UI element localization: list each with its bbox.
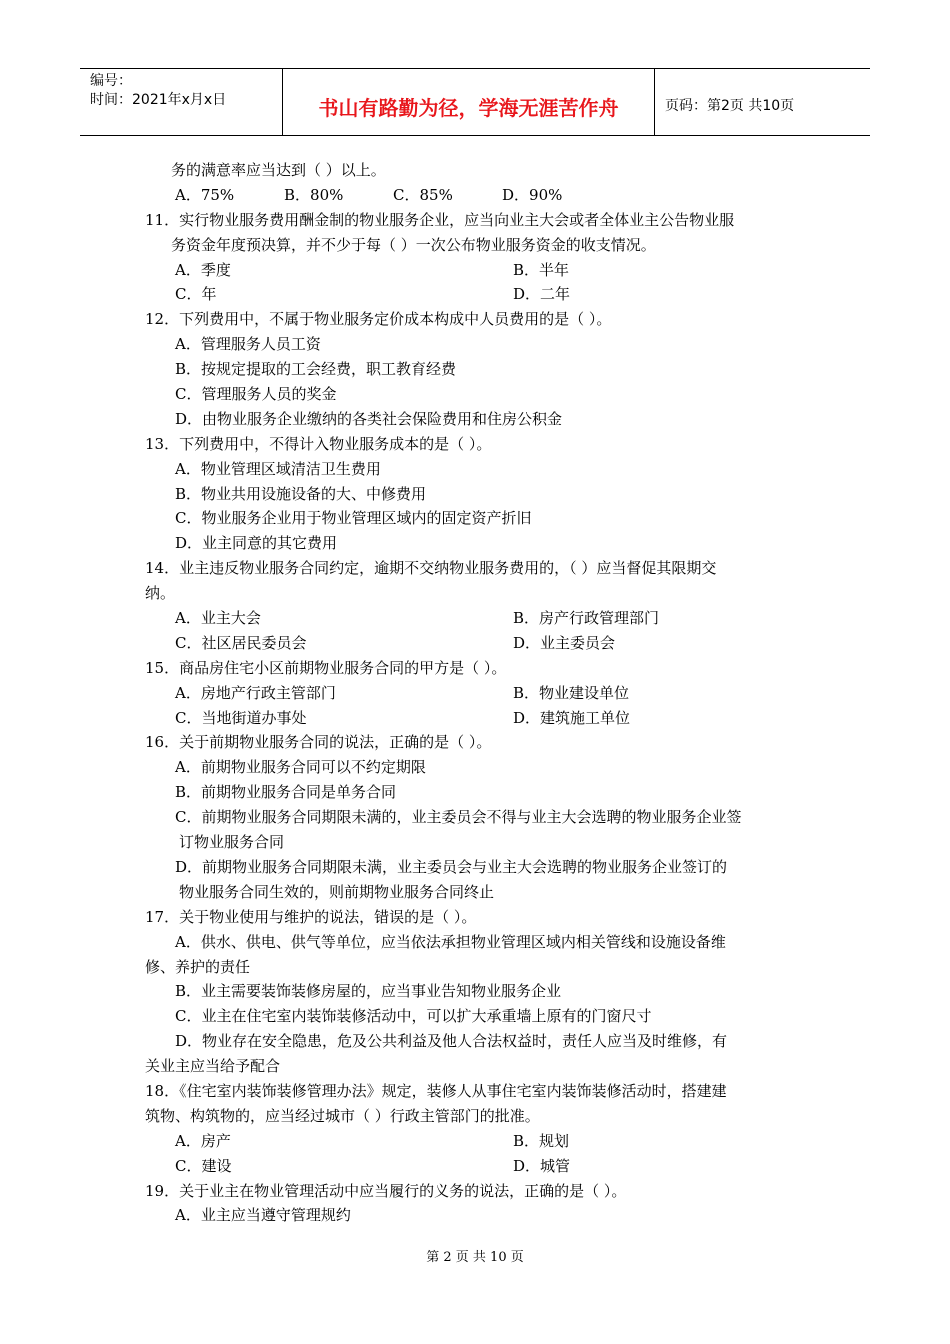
option-d-cont: 物业服务合同生效的，则前期物业服务合同终止: [179, 882, 495, 901]
option-c-cont: 订物业服务合同: [179, 833, 285, 852]
option-d: D．二年: [513, 285, 571, 304]
question-18-cont: 筑物、构筑物的，应当经过城市（ ）行政主管部门的批准。: [145, 1106, 540, 1125]
option-b: B．业主需要装饰装修房屋的，应当事业告知物业服务企业: [175, 982, 562, 1001]
options-row: [145, 631, 815, 656]
option-d: D．城管: [513, 1156, 571, 1175]
option-c: C．年: [175, 285, 217, 304]
option-c: C．社区居民委员会: [175, 633, 307, 652]
page-header: [80, 68, 870, 136]
option-d-cont: 关业主应当给予配合: [145, 1057, 281, 1076]
exam-content: [145, 158, 815, 1228]
option-a: A．供水、供电、供气等单位，应当依法承担物业管理区域内相关管线和设施设备维: [175, 932, 726, 951]
option-d: D．建筑施工单位: [513, 708, 631, 727]
option-b: B．房产行政管理部门: [513, 609, 660, 628]
question-16: 16．关于前期物业服务合同的说法，正确的是（ ）。: [145, 733, 492, 752]
header-page-cell: [655, 69, 870, 135]
option-b: B．半年: [513, 260, 570, 279]
motto-text: 书山有路勤为径，学海无涯苦作舟: [318, 96, 619, 120]
options-row: [145, 681, 815, 706]
option-c: C．管理服务人员的奖金: [175, 385, 337, 404]
question-11: 11．实行物业服务费用酬金制的物业服务企业，应当向业主大会或者全体业主公告物业服: [145, 210, 735, 229]
time-label: 时间：2021年x月x日: [90, 92, 227, 108]
option-b: B．物业建设单位: [513, 683, 630, 702]
question-19: 19．关于业主在物业管理活动中应当履行的义务的说法，正确的是（ ）。: [145, 1181, 627, 1200]
option-d: D．业主委员会: [513, 633, 616, 652]
options-row: [145, 282, 815, 307]
options-row: [145, 183, 815, 208]
question-15: 15．商品房住宅小区前期物业服务合同的甲方是（ ）。: [145, 658, 507, 677]
options-row: [145, 606, 815, 631]
option-c: C．物业服务企业用于物业管理区域内的固定资产折旧: [175, 509, 532, 528]
option-c: C．前期物业服务合同期限未满的，业主委员会不得与业主大会选聘的物业服务企业签: [175, 808, 742, 827]
number-label: 编号：: [90, 73, 132, 89]
option-a: A．管理服务人员工资: [175, 335, 321, 354]
question-13: 13．下列费用中，不得计入物业服务成本的是（ ）。: [145, 434, 492, 453]
header-motto-cell: [283, 69, 655, 135]
option-b: B．按规定提取的工会经费，职工教育经费: [175, 360, 457, 379]
option-b: B．物业共用设施设备的大、中修费用: [175, 484, 427, 503]
option-b: B．80%: [284, 185, 344, 204]
option-c: C．业主在住宅室内装饰装修活动中，可以扩大承重墙上原有的门窗尺寸: [175, 1007, 652, 1026]
option-c: C．当地街道办事处: [175, 708, 307, 727]
option-a: A．前期物业服务合同可以不约定期限: [175, 758, 426, 777]
option-c: C．建设: [175, 1156, 232, 1175]
option-a: A．房地产行政主管部门: [175, 683, 336, 702]
option-d: D．90%: [502, 185, 563, 204]
option-a: A．业主应当遵守管理规约: [175, 1206, 351, 1225]
option-b: B．规划: [513, 1131, 570, 1150]
options-row: [145, 258, 815, 283]
option-d: D．物业存在安全隐患，危及公共利益及他人合法权益时，责任人应当及时维修，有: [175, 1032, 728, 1051]
option-a: A．物业管理区域清洁卫生费用: [175, 459, 381, 478]
option-c: C．85%: [393, 185, 453, 204]
option-d: D．前期物业服务合同期限未满，业主委员会与业主大会选聘的物业服务企业签订的: [175, 857, 728, 876]
option-a: A．业主大会: [175, 609, 261, 628]
question-18: 18．《住宅室内装饰装修管理办法》规定，装修人从事住宅室内装饰装修活动时，搭建建: [145, 1081, 727, 1100]
option-d: D．由物业服务企业缴纳的各类社会保险费用和住房公积金: [175, 409, 563, 428]
option-d: D．业主同意的其它费用: [175, 534, 338, 553]
options-row: [145, 1129, 815, 1154]
text-line: 务的满意率应当达到（ ）以上。: [171, 161, 386, 179]
option-a: A．房产: [175, 1131, 231, 1150]
option-a: A．季度: [175, 260, 231, 279]
question-12: 12．下列费用中，不属于物业服务定价成本构成中人员费用的是（ ）。: [145, 310, 612, 329]
page-footer: 第 2 页 共 10 页: [426, 1250, 524, 1265]
header-left-cell: [80, 69, 283, 135]
question-14: 14．业主违反物业服务合同约定，逾期不交纳物业服务费用的，（ ）应当督促其限期交: [145, 559, 717, 578]
options-row: [145, 706, 815, 731]
option-a: A．75%: [175, 185, 235, 204]
question-17: 17．关于物业使用与维护的说法，错误的是（ ）。: [145, 907, 477, 926]
options-row: [145, 1154, 815, 1179]
option-b: B．前期物业服务合同是单务合同: [175, 783, 397, 802]
question-11-cont: 务资金年度预决算，并不少于每（ ）一次公布物业服务资金的收支情况。: [171, 235, 656, 254]
option-a-cont: 修、养护的责任: [145, 957, 251, 976]
question-14-cont: 纳。: [145, 584, 176, 603]
page-number-label: 页码：第2页 共10页: [665, 98, 795, 114]
